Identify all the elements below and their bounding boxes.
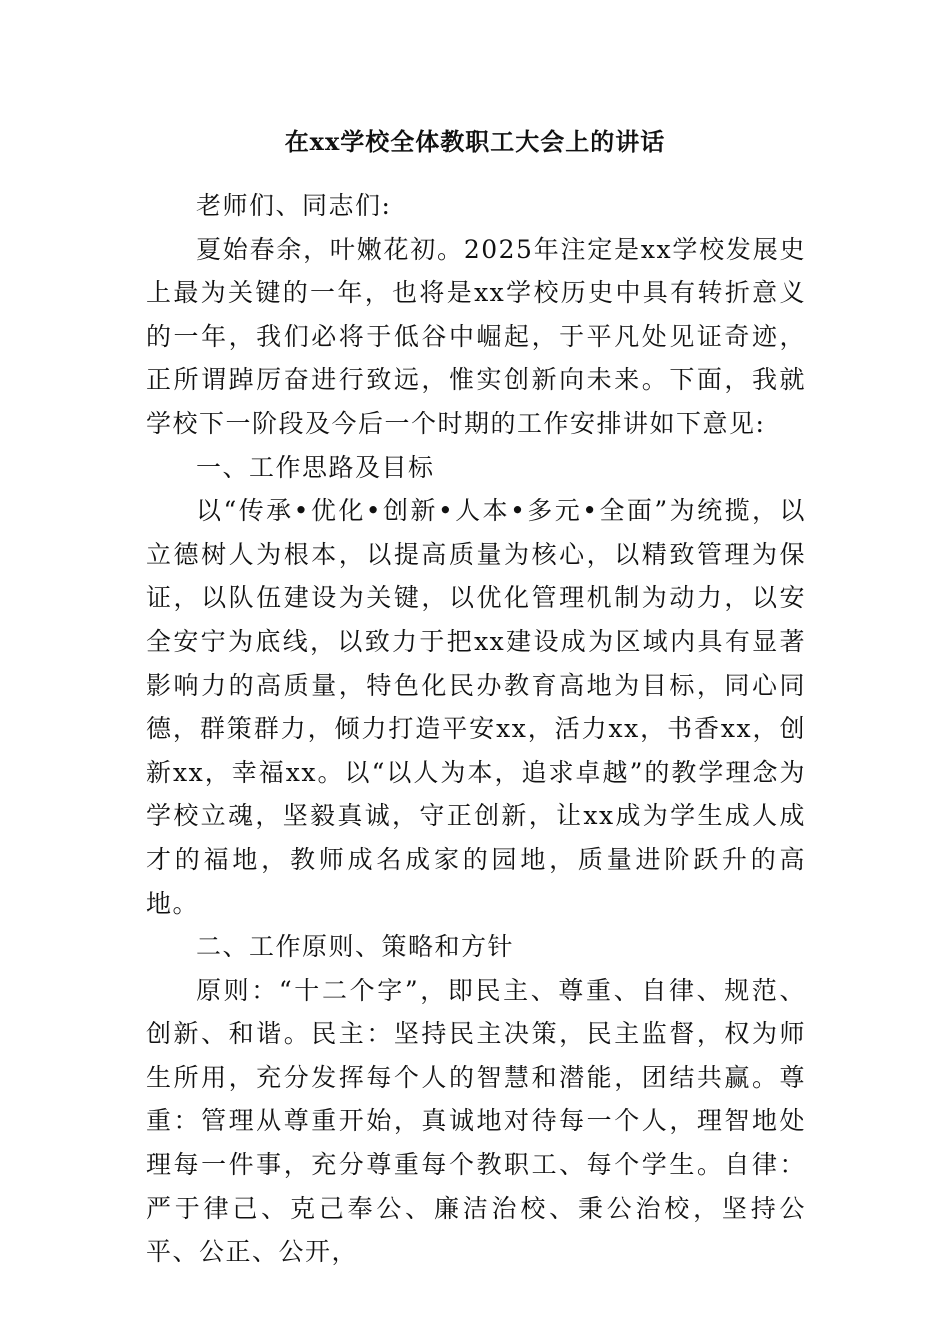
section-heading-1: 一、工作思路及目标 [196, 452, 435, 482]
paragraph-principles: 原则：“十二个字”，即民主、尊重、自律、规范、创新、和谐。民主：坚持民主决策，民主监督，权为师生所用，充分发挥每个人的智慧和潜能，团结共赢。尊重：管理从尊重开始，真诚地对待每一个人，理智地处理每一件事，充分尊重每个教职工、每个学生。自律：严于律己、克己奉公、廉洁治校、秉公治校，坚持公平、公正、公开， [146, 975, 806, 1267]
paragraph-intro: 夏始春余，叶嫩花初。2025年注定是xx学校发展史上最为关键的一年，也将是xx学校历史中具有转折意义的一年，我们必将于低谷中崛起，于平凡处见证奇迹，正所谓踔厉奋进行致远，惟实创新向未来。下面，我就学校下一阶段及今后一个时期的工作安排讲如下意见: [146, 234, 806, 438]
document-title: 在xx学校全体教职工大会上的讲话 [284, 127, 666, 156]
salutation: 老师们、同志们: [196, 191, 392, 220]
section-heading-2: 二、工作原则、策略和方针 [196, 932, 515, 962]
document-body [146, 184, 806, 1274]
paragraph-ideas-goals: 以“传承•优化•创新•人本•多元•全面”为统揽，以立德树人为根本，以提高质量为核心，以精致管理为保证，以队伍建设为关键，以优化管理机制为动力，以安全安宁为底线，以致力于把xx建设成为区域内具有显著影响力的高质量，特色化民办教育高地为目标，同心同德，群策群力，倾力打造平安xx，活力xx，书香xx，创新xx，幸福xx。以“以人为本，追求卓越”的教学理念为学校立魂，坚毅真诚，守正创新，让xx成为学生成人成才的福地，教师成名成家的园地，质量进阶跃升的高地。 [146, 496, 806, 918]
